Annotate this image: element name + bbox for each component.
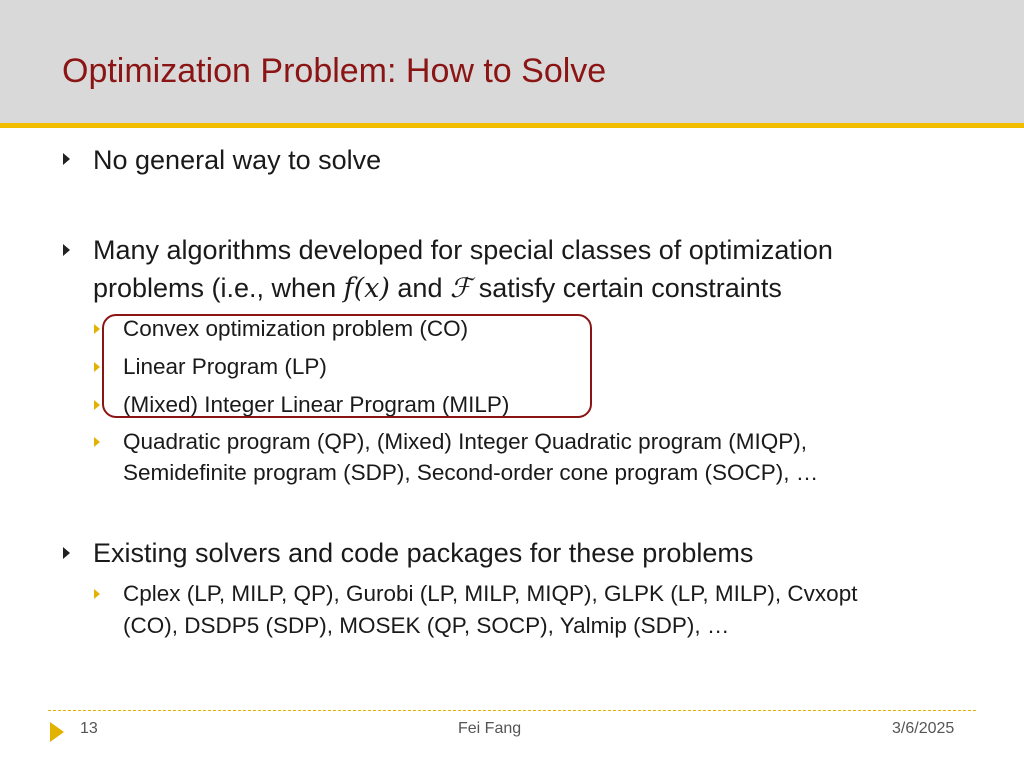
math-script-f: ℱ (449, 273, 472, 304)
bullet-arrow-icon (63, 547, 70, 559)
footer-date: 3/6/2025 (892, 720, 955, 737)
sub-bullet-arrow-icon (94, 324, 100, 334)
sub-bullet-arrow-icon (94, 437, 100, 447)
bullet-many-algorithms-line1: Many algorithms developed for special classes of optimization (93, 235, 833, 265)
sub-bullet-solvers-line1: Cplex (LP, MILP, QP), Gurobi (LP, MILP, MIQP), GLPK (LP, MILP), Cvxopt (123, 581, 858, 606)
bullet-text-segment: satisfy certain constraints (471, 273, 782, 303)
sub-bullet-quadratic-line2: Semidefinite program (SDP), Second-order cone program (SOCP), … (123, 460, 819, 485)
footer-divider (48, 710, 976, 711)
math-fx: f(x) (343, 273, 390, 304)
bullet-text-segment: and (389, 273, 450, 303)
sub-bullet-solvers-line2: (CO), DSDP5 (SDP), MOSEK (QP, SOCP), Yalmip (SDP), … (123, 613, 730, 638)
bullet-text-segment: problems (i.e., when (93, 273, 344, 303)
sub-bullet-linear: Linear Program (LP) (123, 354, 327, 379)
sub-bullet-milp: (Mixed) Integer Linear Program (MILP) (123, 392, 510, 417)
highlight-box (102, 314, 592, 418)
footer-author: Fei Fang (458, 720, 522, 737)
sub-bullet-arrow-icon (94, 362, 100, 372)
bullet-many-algorithms-line2 (93, 269, 782, 308)
page-number: 13 (80, 720, 98, 737)
bullet-no-general-way: No general way to solve (93, 145, 382, 175)
sub-bullet-arrow-icon (94, 589, 100, 599)
title-underline (0, 123, 1024, 128)
sub-bullet-convex: Convex optimization problem (CO) (123, 316, 469, 341)
bullet-arrow-icon (63, 244, 70, 256)
bullet-existing-solvers: Existing solvers and code packages for these problems (93, 538, 754, 568)
sub-bullet-quadratic-line1: Quadratic program (QP), (Mixed) Integer Quadratic program (MIQP), (123, 429, 807, 454)
bullet-arrow-icon (63, 153, 70, 165)
sub-bullet-arrow-icon (94, 400, 100, 410)
slide-title: Optimization Problem: How to Solve (62, 52, 607, 90)
footer-arrow-icon (50, 722, 64, 742)
